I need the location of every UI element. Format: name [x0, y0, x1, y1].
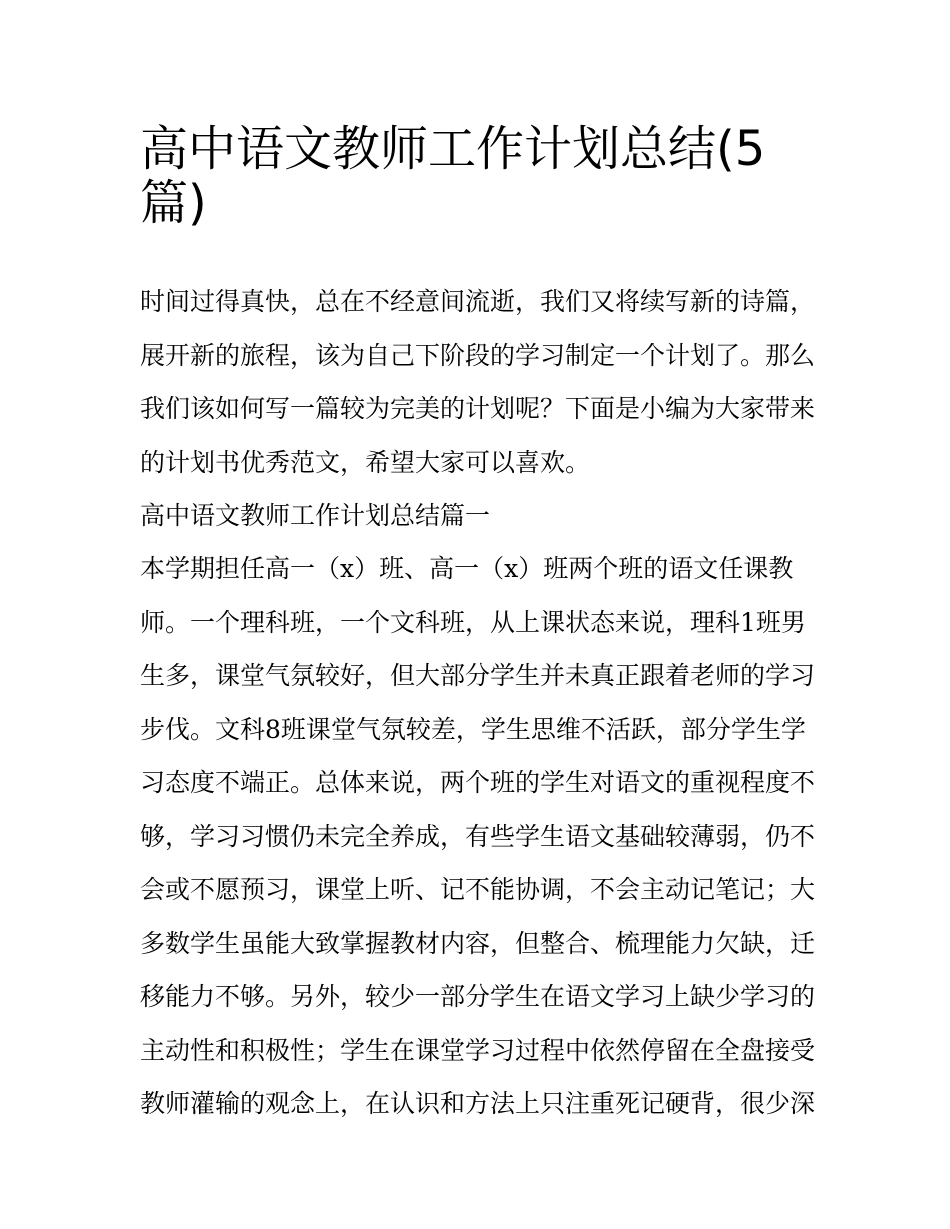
- intro-paragraph: [140, 275, 815, 489]
- document-title: [140, 112, 840, 231]
- paragraph-line: 步伐。文科8班课堂气氛较差，学生思维不活跃，部分学生学: [140, 714, 806, 744]
- intro-line: 时间过得真快，总在不经意间流逝，我们又将续写新的诗篇，: [140, 287, 816, 316]
- paragraph-line: 主动性和积极性；学生在课堂学习过程中依然停留在全盘接受: [140, 1035, 816, 1065]
- intro-line: 展开新的旅程，该为自己下阶段的学习制定一个计划了。那么: [140, 340, 816, 370]
- paragraph-line: 教师灌输的观念上，在认识和方法上只注重死记硬背，很少深: [140, 1089, 816, 1118]
- paragraph-line: 本学期担任高一（x）班、高一（x）班两个班的语文任课教: [140, 554, 794, 583]
- paragraph-line: 够，学习习惯仍未完全养成，有些学生语文基础较薄弱，仍不: [140, 821, 816, 851]
- paragraph-line: 生多，课堂气氛较好，但大部分学生并未真正跟着老师的学习: [140, 661, 816, 690]
- body-paragraph: [140, 542, 815, 1131]
- paragraph-line: 会或不愿预习，课堂上听、记不能协调，不会主动记笔记；大: [140, 875, 816, 904]
- section-heading: [140, 489, 815, 543]
- intro-line: 我们该如何写一篇较为完美的计划呢？下面是小编为大家带来: [140, 394, 816, 423]
- intro-line: 的计划书优秀范文，希望大家可以喜欢。: [140, 447, 591, 477]
- paragraph-line: 多数学生虽能大致掌握教材内容，但整合、梳理能力欠缺，迁: [140, 928, 816, 958]
- title-line-2: 篇): [140, 174, 207, 231]
- paragraph-line: 师。一个理科班，一个文科班，从上课状态来说，理科1班男: [140, 607, 806, 637]
- paragraph-line: 移能力不够。另外，较少一部分学生在语文学习上缺少学习的: [140, 982, 816, 1011]
- paragraph-line: 习态度不端正。总体来说，两个班的学生对语文的重视程度不: [140, 768, 816, 797]
- section-heading-text: 高中语文教师工作计划总结篇一: [140, 501, 491, 530]
- title-line-1: 高中语文教师工作计划总结(5: [140, 121, 766, 177]
